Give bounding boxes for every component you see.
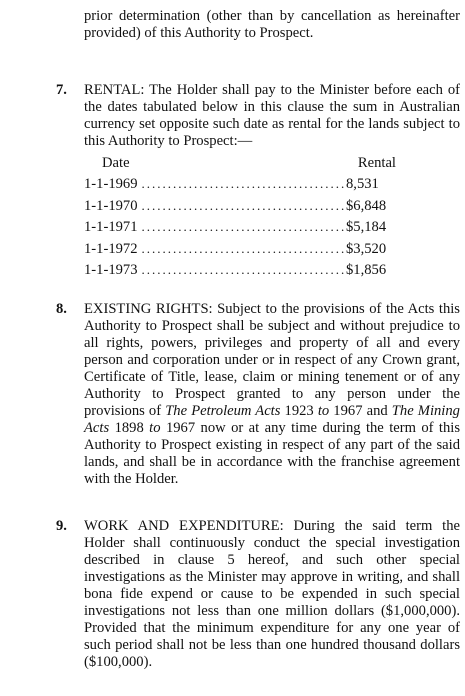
clause-7-text: RENTAL: The Holder shall pay to the Minister before each of the dates tabulated below in this clause the sum in Australian currency set opposite such date as rental for the lands subject to this Authority to Prospect:—: [84, 82, 460, 149]
table-row: [84, 261, 396, 283]
row-date: 1-1-1969: [84, 176, 138, 192]
row-rental: $3,520: [346, 240, 387, 257]
row-date: 1-1-1971: [84, 219, 138, 235]
clause-7-number: 7.: [56, 82, 67, 98]
clause-8-number: 8.: [56, 301, 67, 317]
row-date: 1-1-1972: [84, 240, 138, 257]
row-date: 1-1-1970: [84, 197, 138, 214]
act-year: 1967 and: [333, 403, 388, 419]
row-rental: $1,856: [346, 262, 387, 278]
row-date: 1-1-1973: [84, 262, 138, 278]
leader-dots: [142, 261, 344, 278]
table-row: [84, 197, 396, 219]
row-rental: $5,184: [346, 219, 387, 235]
leader-dots: [142, 175, 344, 192]
header-rental: Rental: [357, 155, 396, 171]
clause-8-part-1: EXISTING RIGHTS: Subject to the provisions of the Acts this Authority to Prospect shall be subject and without prejudice to all rights, powers, privileges and property of all and every person and corporation under or in respect of any Crown grant, Certificate of Title, lease, claim or mining tenement or of any Authority to Prospect granted to any person under the provisions of: [84, 301, 460, 419]
act-range-to: to: [149, 420, 161, 436]
clause-8-text: [84, 301, 460, 488]
leader-dots: [142, 240, 344, 257]
rental-table-header: [84, 155, 396, 172]
table-row: [84, 218, 396, 240]
act-name-petroleum: The Petroleum Acts: [165, 403, 281, 419]
leader-dots: [142, 218, 344, 235]
intro-paragraph: prior determination (other than by cancellation as hereinafter provided) of this Authority to Prospect.: [84, 8, 460, 41]
act-year: 1898: [114, 420, 144, 436]
row-rental: $6,848: [346, 197, 387, 214]
row-rental: 8,531: [346, 176, 379, 192]
rental-table: [84, 155, 396, 283]
leader-dots: [142, 197, 344, 214]
clause-8-part-2: 1967 now or at any time during the term of this Authority to Prospect existing in respect of any part of the said lands, and shall be in accordance with the franchise agreement with the Holder.: [84, 420, 461, 487]
act-name-mining: The Mining Acts: [84, 403, 460, 436]
act-range-to: to: [317, 403, 330, 419]
header-date: Date: [102, 155, 130, 171]
clause-9-number: 9.: [56, 518, 67, 534]
table-row: [84, 175, 396, 197]
table-row: [84, 240, 396, 262]
act-year: 1923: [284, 403, 314, 419]
clause-9-text: WORK AND EXPENDITURE: During the said term the Holder shall continuously conduct the special investigation described in clause 5 hereof, and such other special investigations as the Minister may approve in writing, and shall bona fide expend or cause to be expended in such special investigations not less than one million dollars ($1,000,000). Provided that the minimum expenditure for any one year of such period shall not be less than one hundred thousand dollars ($100,000).: [84, 518, 460, 670]
